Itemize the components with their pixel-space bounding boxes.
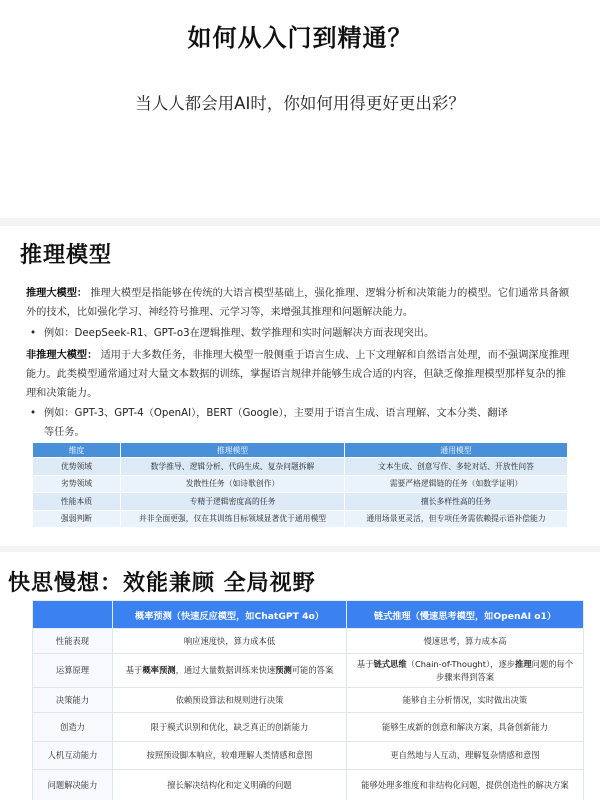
table-cell: 能够生成新的创意和解决方案，具备创新能力 bbox=[347, 713, 584, 742]
reasoning-label: 推理大模型： bbox=[26, 288, 88, 299]
table-row bbox=[33, 688, 584, 713]
bullet-icon: • bbox=[30, 408, 37, 419]
table-cell-dimension: 创造力 bbox=[33, 713, 113, 742]
fastslow-table bbox=[32, 600, 584, 800]
cell-text: 可能的答案 bbox=[291, 665, 334, 675]
table-cell: 需要严格逻辑链的任务（如数学证明） bbox=[345, 475, 568, 493]
table-cell: 擅长多样性高的任务 bbox=[345, 493, 568, 511]
cell-bold-text: 概率预测 bbox=[142, 665, 176, 675]
nonreasoning-example-bullet bbox=[30, 404, 570, 442]
table-cell: 限于模式识别和优化，缺乏真正的创新能力 bbox=[113, 713, 347, 742]
cell-text: 基于 bbox=[125, 665, 143, 675]
table-row bbox=[33, 493, 568, 511]
table-cell: 专精于逻辑密度高的任务 bbox=[121, 493, 345, 511]
comparison-table bbox=[32, 442, 568, 528]
table-row bbox=[33, 742, 584, 770]
table-cell: 通用场景更灵活，但专项任务需依赖提示语补偿能力 bbox=[345, 510, 568, 528]
table-header-cell: 链式推理（慢速思考模型，如OpenAI o1） bbox=[347, 601, 584, 629]
table-cell: 数学推导、逻辑分析、代码生成、复杂问题拆解 bbox=[121, 458, 345, 476]
table-cell: 依赖预设算法和规则进行决策 bbox=[113, 688, 347, 713]
table-row bbox=[33, 654, 584, 688]
table-header-cell: 通用模型 bbox=[345, 443, 568, 458]
nonreasoning-example-line2: 等任务。 bbox=[44, 427, 85, 438]
table-cell-dimension: 性能表现 bbox=[33, 629, 113, 654]
table-header-cell: 维度 bbox=[33, 443, 121, 458]
table-row bbox=[33, 713, 584, 742]
page-title: 如何从入门到精通？ bbox=[187, 24, 413, 52]
table-cell: 文本生成、创意写作、多轮对话、开放性问答 bbox=[345, 458, 568, 476]
cell-bold-text: 推理 bbox=[515, 658, 532, 669]
section-divider bbox=[0, 546, 600, 552]
table-cell: 按照预设脚本响应，较难理解人类情感和意图 bbox=[113, 742, 347, 770]
table-cell: 性能本质 bbox=[33, 493, 121, 511]
table-cell: 发散性任务（如诗歌创作） bbox=[121, 475, 345, 493]
table-cell-dimension: 决策能力 bbox=[33, 688, 113, 713]
table-header-cell: 概率预测（快速反应模型，如ChatGPT 4o） bbox=[113, 601, 347, 629]
page-subtitle: 当人人都会用AI时，你如何用得更好更出彩？ bbox=[135, 94, 465, 113]
section-divider bbox=[0, 218, 600, 226]
table-cell bbox=[113, 654, 347, 688]
table-row bbox=[33, 458, 568, 476]
table-header-cell bbox=[33, 601, 113, 629]
reasoning-paragraph bbox=[26, 284, 572, 322]
table-cell: 更自然地与人互动，理解复杂情感和意图 bbox=[347, 742, 584, 770]
table-cell: 强弱判断 bbox=[33, 510, 121, 528]
reasoning-title: 推理模型 bbox=[20, 243, 113, 268]
table-row bbox=[33, 510, 568, 528]
table-cell: 能够处理多维度和非结构化问题，提供创造性的解决方案 bbox=[347, 770, 584, 800]
table-cell: 并非全面更强，仅在其训练目标领域显著优于通用模型 bbox=[121, 510, 345, 528]
table-cell: 能够自主分析情况，实时做出决策 bbox=[347, 688, 584, 713]
cell-text: 问题的每个步骤来得到答案 bbox=[435, 658, 574, 682]
bullet-icon: • bbox=[30, 328, 37, 339]
nonreasoning-paragraph bbox=[26, 346, 572, 403]
reasoning-example-bullet bbox=[30, 324, 570, 343]
cell-text: 基于 bbox=[356, 658, 374, 669]
table-cell bbox=[347, 654, 584, 688]
table-cell: 慢速思考，算力成本高 bbox=[347, 629, 584, 654]
cell-bold-text: 链式思维 bbox=[373, 658, 407, 669]
nonreasoning-example-line1: 例如：GPT-3、GPT-4（OpenAI），BERT（Google），主要用于语言生成、语言理解、文本分类、翻译 bbox=[44, 408, 508, 419]
cell-text: （Chain-of-Thought），逐步 bbox=[406, 658, 516, 669]
fastslow-title: 快思慢想：效能兼顾 全局视野 bbox=[8, 571, 316, 596]
cell-bold-text: 预测 bbox=[275, 665, 292, 675]
cell-text: ，通过大量数据训练来快速 bbox=[175, 665, 276, 675]
nonreasoning-text: 适用于大多数任务，非推理大模型一般侧重于语言生成、上下文理解和自然语言处理，而不强调深度推理能力。此类模型通常通过对大量文本数据的训练，掌握语言规律并能够生成合适的内容，但缺乏像推理模型那样复杂的推理和决策能力。 bbox=[26, 350, 570, 399]
table-cell-dimension: 问题解决能力 bbox=[33, 770, 113, 800]
table-header-row bbox=[33, 601, 584, 629]
table-cell: 响应速度快，算力成本低 bbox=[113, 629, 347, 654]
table-row bbox=[33, 770, 584, 800]
table-cell-dimension: 运算原理 bbox=[33, 654, 113, 688]
table-header-cell: 推理模型 bbox=[121, 443, 345, 458]
reasoning-text: 推理大模型是指能够在传统的大语言模型基础上，强化推理、逻辑分析和决策能力的模型。它们通常具备额外的技术，比如强化学习、神经符号推理、元学习等，来增强其推理和问题解决能力。 bbox=[26, 288, 570, 318]
table-cell: 擅长解决结构化和定义明确的问题 bbox=[113, 770, 347, 800]
nonreasoning-label: 非推理大模型： bbox=[26, 350, 98, 361]
reasoning-example-text: 例如：DeepSeek-R1、GPT-o3在逻辑推理、数学推理和实时问题解决方面表现突出。 bbox=[44, 328, 435, 339]
table-cell: 劣势领域 bbox=[33, 475, 121, 493]
table-row bbox=[33, 629, 584, 654]
reasoning-section bbox=[0, 226, 600, 538]
table-cell: 优势领域 bbox=[33, 458, 121, 476]
table-row bbox=[33, 475, 568, 493]
table-cell-dimension: 人机互动能力 bbox=[33, 742, 113, 770]
table-header-row bbox=[33, 443, 568, 458]
hero-section bbox=[0, 0, 600, 220]
